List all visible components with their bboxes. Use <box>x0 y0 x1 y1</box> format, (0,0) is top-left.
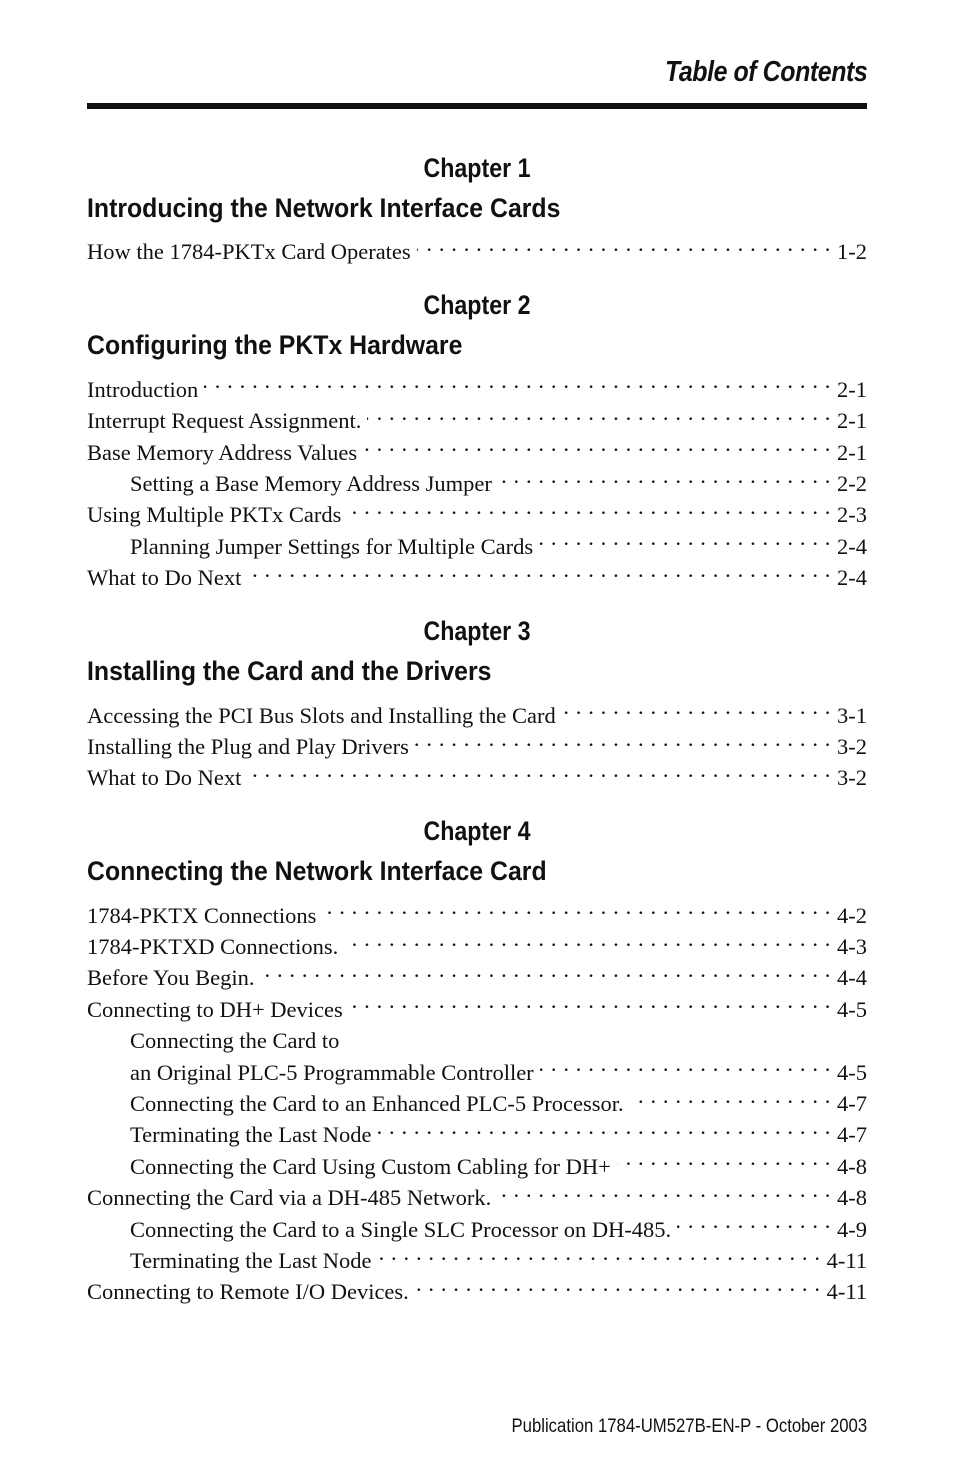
dot-leader <box>367 397 831 428</box>
toc-entry-label: Connecting to Remote I/O Devices. <box>87 1279 409 1305</box>
toc-entry-label: an Original PLC-5 Programmable Controller <box>130 1059 534 1085</box>
chapter-entries <box>87 365 867 591</box>
chapter-section <box>87 811 867 1305</box>
dot-leader <box>347 491 831 522</box>
dot-leader <box>415 723 831 754</box>
page-title: Table of Contents <box>664 56 867 88</box>
chapter-section <box>87 148 867 265</box>
toc-entry[interactable] <box>87 397 867 434</box>
dot-leader <box>415 1268 821 1299</box>
dot-leader <box>363 428 831 459</box>
dot-leader <box>204 365 831 396</box>
dot-leader <box>417 228 831 259</box>
chapter-entries <box>87 891 867 1305</box>
toc-entry-label: Connecting the Card via a DH-485 Network. <box>87 1185 492 1211</box>
dot-leader <box>349 985 831 1016</box>
toc-entry-page: 4-4 <box>837 965 867 991</box>
toc-entry[interactable] <box>87 228 867 265</box>
dot-leader <box>677 1205 831 1236</box>
dot-leader <box>617 1142 831 1173</box>
table-of-contents <box>87 148 867 1325</box>
toc-entry-page: 2-4 <box>837 565 867 591</box>
toc-entry-label: Connecting the Card to <box>130 1028 340 1054</box>
dot-leader <box>498 460 831 491</box>
toc-entry[interactable] <box>87 691 867 728</box>
toc-entry-page: 2-1 <box>837 376 867 402</box>
dot-leader <box>345 1017 861 1048</box>
toc-entry-page: 4-5 <box>837 996 867 1022</box>
toc-entry-page: 4-5 <box>837 1059 867 1085</box>
toc-entry-page: 3-2 <box>837 733 867 759</box>
toc-entry-label: Terminating the Last Node <box>130 1122 372 1148</box>
chapter-number: Chapter 4 <box>423 816 531 847</box>
toc-entry-page: 3-2 <box>837 765 867 791</box>
toc-entry-page: 4-7 <box>837 1122 867 1148</box>
toc-entry-label: Connecting to DH+ Devices <box>87 996 343 1022</box>
chapter-number: Chapter 2 <box>423 290 531 321</box>
chapter-title: Configuring the PKTx Hardware <box>87 330 463 361</box>
toc-entry-label: Introduction <box>87 376 199 402</box>
toc-entry-label: Installing the Plug and Play Drivers <box>87 733 409 759</box>
chapter-section <box>87 611 867 791</box>
dot-leader <box>377 1111 831 1142</box>
dot-leader <box>562 691 831 722</box>
toc-entry-page: 4-9 <box>837 1216 867 1242</box>
dot-leader <box>247 554 831 585</box>
publication-footer: Publication 1784-UM527B-EN-P - October 2003 <box>511 1416 867 1437</box>
chapter-entries <box>87 228 867 265</box>
toc-entry-label: Base Memory Address Values <box>87 439 358 465</box>
toc-entry-label: Terminating the Last Node <box>130 1247 372 1273</box>
toc-entry-page: 2-2 <box>837 470 867 496</box>
toc-entry-page: 4-8 <box>837 1185 867 1211</box>
chapter-title: Introducing the Network Interface Cards <box>87 193 561 223</box>
toc-entry-page: 4-8 <box>837 1153 867 1179</box>
toc-entry-label: Using Multiple PKTx Cards <box>87 502 342 528</box>
dot-leader <box>497 1174 831 1205</box>
toc-entry-page: 2-4 <box>837 533 867 559</box>
toc-entry-label: Connecting the Card Using Custom Cabling for DH+ <box>130 1153 611 1179</box>
toc-entry-page: 2-3 <box>837 502 867 528</box>
toc-entry-label: Connecting the Card to an Enhanced PLC-5 Processor. <box>130 1091 624 1117</box>
dot-leader <box>539 522 831 553</box>
toc-entry-label: Planning Jumper Settings for Multiple Cards <box>130 533 534 559</box>
toc-entry-label: Before You Begin. <box>87 965 255 991</box>
dot-leader <box>377 1237 820 1268</box>
title-rule <box>87 103 867 109</box>
chapter-number: Chapter 3 <box>423 616 531 647</box>
chapter-title: Installing the Card and the Drivers <box>87 656 492 687</box>
toc-entry-page: 4-2 <box>837 902 867 928</box>
chapter-section <box>87 285 867 591</box>
toc-entry[interactable] <box>87 891 867 928</box>
toc-entry-page: 3-1 <box>837 702 867 728</box>
chapter-title: Connecting the Network Interface Card <box>87 856 547 887</box>
toc-entry-page: 2-1 <box>837 408 867 434</box>
toc-entry-label: What to Do Next <box>87 765 242 791</box>
chapter-number: Chapter 1 <box>423 153 531 183</box>
toc-entry-label: What to Do Next <box>87 565 242 591</box>
toc-entry-label: 1784-PKTX Connections <box>87 902 317 928</box>
toc-entry[interactable] <box>87 365 867 402</box>
dot-leader <box>540 1048 831 1079</box>
chapter-entries <box>87 691 867 791</box>
toc-entry-page: 4-11 <box>826 1279 867 1305</box>
toc-entry-label: Connecting the Card to a Single SLC Processor on DH-485. <box>130 1216 672 1242</box>
dot-leader <box>261 954 832 985</box>
toc-entry-label: 1784-PKTXD Connections. <box>87 934 339 960</box>
toc-entry-page: 2-1 <box>837 439 867 465</box>
dot-leader <box>247 754 831 785</box>
toc-entry-page: 4-11 <box>826 1247 867 1273</box>
toc-entry-page: 4-7 <box>837 1091 867 1117</box>
dot-leader <box>344 923 831 954</box>
toc-entry-page: 4-3 <box>837 934 867 960</box>
toc-entry-label: Interrupt Request Assignment. <box>87 408 362 434</box>
toc-entry-label: How the 1784-PKTx Card Operates <box>87 239 411 265</box>
toc-entry-page: 1-2 <box>837 239 867 265</box>
dot-leader <box>322 891 831 922</box>
toc-entry-label: Accessing the PCI Bus Slots and Installing the Card <box>87 702 556 728</box>
toc-entry-label: Setting a Base Memory Address Jumper <box>130 470 492 496</box>
dot-leader <box>630 1080 831 1111</box>
